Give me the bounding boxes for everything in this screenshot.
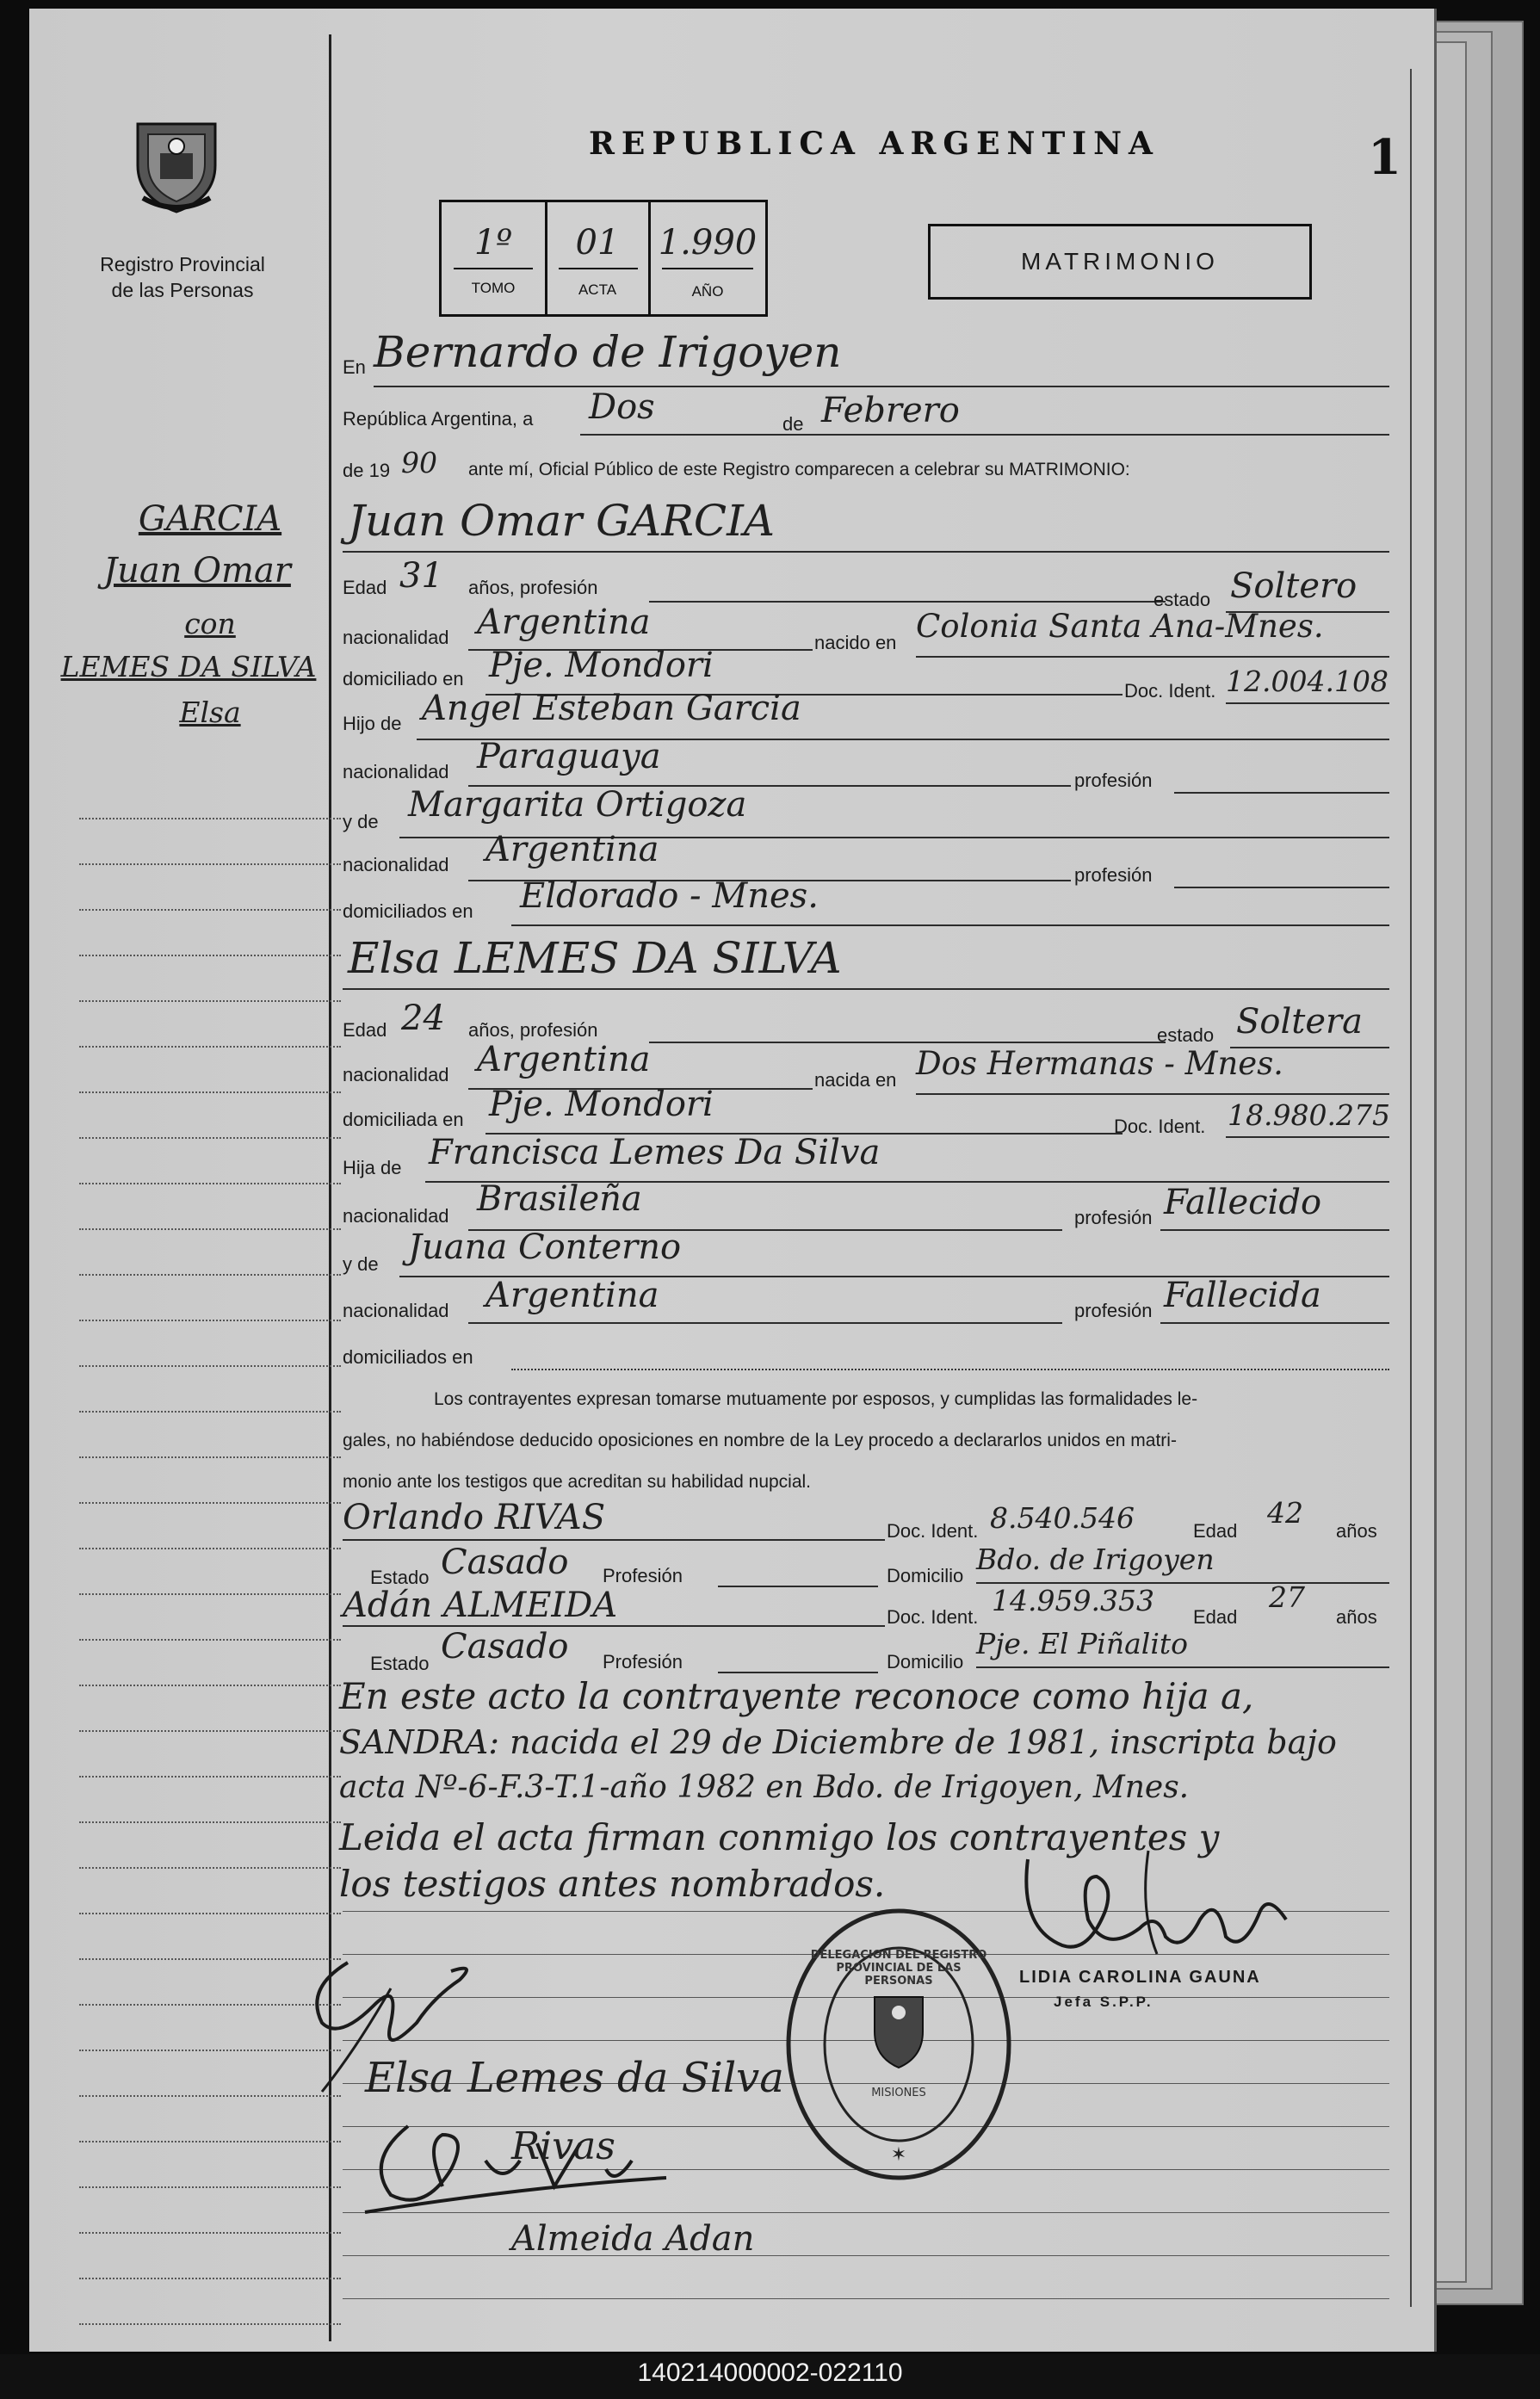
margin-ruled-line	[79, 2186, 341, 2188]
acta-label: ACTA	[578, 281, 617, 298]
note-line: acta Nº-6-F.3-T.1-año 1982 en Bdo. de Irigoyen, Mnes.	[339, 1770, 1190, 1805]
margin-ruled-line	[79, 1411, 341, 1413]
margin-ruled-line	[79, 2141, 341, 2142]
witness2-address: Pje. El Piñalito	[976, 1627, 1189, 1660]
margin-ruled-line	[79, 1000, 341, 1002]
witness2-doc: 14.959.353	[992, 1584, 1154, 1617]
label-y-de: y de	[343, 1253, 379, 1275]
margin-ruled-line	[79, 1046, 341, 1048]
record-type: MATRIMONIO	[1021, 248, 1219, 275]
witness1-civil-status: Casado	[441, 1543, 569, 1582]
witness1-signature: Rivas	[511, 2124, 615, 2168]
bride-father: Francisca Lemes Da Silva	[429, 1133, 881, 1172]
witness1-address: Bdo. de Irigoyen	[976, 1543, 1215, 1576]
tomo-label: TOMO	[471, 280, 516, 296]
label-domiciliado: domiciliado en	[343, 668, 464, 689]
label-nacionalidad: nacionalidad	[343, 761, 449, 782]
margin-ruled-line	[79, 909, 341, 911]
label-doc: Doc. Ident.	[1124, 680, 1216, 702]
bride-mother: Juana Conterno	[408, 1227, 682, 1267]
place-value: Bernardo de Irigoyen	[374, 327, 842, 377]
label-profesion: años, profesión	[468, 577, 598, 598]
groom-father-nationality: Paraguaya	[477, 737, 661, 776]
label-edad: Edad	[1193, 1606, 1238, 1628]
registry-name-line2: de las Personas	[111, 279, 254, 301]
groom-mother-nationality: Argentina	[486, 830, 659, 869]
paragraph-line: monio ante los testigos que acreditan su habilidad nupcial.	[343, 1472, 812, 1492]
bride-age: 24	[401, 999, 445, 1038]
witness2-age: 27	[1269, 1580, 1305, 1614]
margin-ruled-line	[79, 1730, 341, 1732]
tomo-value: 1º	[473, 223, 513, 263]
label-nacido-en: nacido en	[814, 632, 897, 653]
anio-label: AÑO	[691, 283, 724, 300]
label-domicilio: Domicilio	[887, 1565, 964, 1586]
provincial-crest-icon	[126, 112, 227, 215]
witness2-civil-status: Casado	[441, 1627, 569, 1666]
ruled-line	[343, 2298, 1389, 2299]
stamp-seal-label: MISIONES	[871, 2087, 926, 2099]
margin-ruled-line	[79, 1867, 341, 1869]
label-profesion: profesión	[1074, 1300, 1153, 1321]
label-estado: estado	[1153, 589, 1211, 610]
label-nacionalidad: nacionalidad	[343, 1064, 449, 1085]
acta-value: 01	[575, 223, 620, 263]
label-doc: Doc. Ident.	[1114, 1116, 1206, 1137]
bride-doc: 18.980.275	[1228, 1098, 1390, 1132]
year-value: 90	[401, 446, 437, 479]
margin-ruled-line	[79, 1274, 341, 1276]
margin-ruled-line	[79, 1502, 341, 1504]
country-title: REPUBLICA ARGENTINA	[589, 126, 1160, 162]
bride-father-profession: Fallecido	[1164, 1183, 1322, 1222]
anio-value: 1.990	[658, 223, 758, 263]
margin-ruled-line	[79, 1639, 341, 1641]
label-profesion: profesión	[1074, 770, 1153, 791]
margin-ruled-line	[79, 1137, 341, 1139]
certificate-page	[29, 9, 1437, 2352]
paragraph-line: Los contrayentes expresan tomarse mutuamente por esposos, y cumplidas las formalidades le-	[434, 1389, 1198, 1409]
paragraph-line: gales, no habiéndose deducido oposiciones en nombre de la Ley procedo a declararlos unidos en matri-	[343, 1431, 1177, 1450]
record-type-box	[928, 224, 1312, 300]
margin-ruled-line	[79, 1593, 341, 1595]
label-doc: Doc. Ident.	[887, 1520, 979, 1542]
margin-note: Elsa	[179, 696, 241, 729]
label-en: En	[343, 356, 366, 378]
margin-ruled-line	[79, 2232, 341, 2234]
margin-ruled-line	[79, 2278, 341, 2279]
label-domicilio: Domicilio	[887, 1651, 964, 1672]
page-number: 1	[1368, 129, 1401, 186]
intro-text: ante mí, Oficial Público de este Registro comparecen a celebrar su MATRIMONIO:	[468, 460, 1130, 479]
label-nacida-en: nacida en	[814, 1069, 897, 1091]
right-border	[1410, 69, 1412, 2307]
document-id: 140214000002-022110	[637, 2359, 903, 2387]
groom-nationality: Argentina	[477, 603, 651, 642]
label-doc: Doc. Ident.	[887, 1606, 979, 1628]
bride-signature: Elsa Lemes da Silva	[365, 2054, 784, 2102]
registry-name-line1: Registro Provincial	[100, 253, 265, 275]
margin-ruled-line	[79, 1548, 341, 1549]
label-year: de 19	[343, 460, 391, 481]
groom-age: 31	[399, 556, 443, 596]
label-domiciliados: domiciliados en	[343, 900, 473, 922]
margin-ruled-line	[79, 863, 341, 865]
label-nacionalidad: nacionalidad	[343, 1205, 449, 1227]
label-republica: República Argentina, a	[343, 408, 534, 430]
label-anos: años	[1336, 1606, 1377, 1628]
bride-father-nationality: Brasileña	[477, 1179, 642, 1219]
witness1-age: 42	[1267, 1496, 1303, 1530]
official-signature	[1011, 1825, 1303, 1980]
note-line: Leida el acta firman conmigo los contrayentes y	[339, 1816, 1220, 1858]
margin-note: Juan Omar	[103, 551, 291, 590]
official-name: LIDIA CAROLINA GAUNA	[1019, 1968, 1261, 1987]
label-hija-de: Hija de	[343, 1157, 402, 1178]
bride-birthplace: Dos Hermanas - Mnes.	[916, 1045, 1283, 1082]
label-nacionalidad: nacionalidad	[343, 854, 449, 875]
record-number-box	[439, 200, 768, 317]
witness2-name: Adán ALMEIDA	[343, 1586, 618, 1625]
margin-ruled-line	[79, 1320, 341, 1321]
label-domiciliada: domiciliada en	[343, 1109, 464, 1130]
margin-ruled-line	[79, 2323, 341, 2325]
margin-ruled-line	[79, 1456, 341, 1458]
margin-ruled-line	[79, 1821, 341, 1823]
label-domiciliados: domiciliados en	[343, 1346, 473, 1368]
label-y-de: y de	[343, 811, 379, 832]
label-profesion: Profesión	[603, 1565, 683, 1586]
label-edad: Edad	[343, 1019, 387, 1041]
bride-mother-profession: Fallecida	[1164, 1276, 1321, 1315]
label-anos: años	[1336, 1520, 1377, 1542]
margin-ruled-line	[79, 1365, 341, 1367]
groom-doc: 12.004.108	[1226, 665, 1388, 698]
label-de: de	[782, 413, 804, 435]
bride-civil-status: Soltera	[1236, 1002, 1363, 1042]
stamp-text: DELEGACION DEL REGISTRO PROVINCIAL DE LAS PERSONAS	[810, 1949, 987, 1988]
note-line: los testigos antes nombrados.	[339, 1863, 886, 1905]
label-edad: Edad	[1193, 1520, 1238, 1542]
groom-birthplace: Colonia Santa Ana-Mnes.	[916, 608, 1324, 645]
margin-note: GARCIA	[138, 499, 282, 539]
margin-note: LEMES DA SILVA	[60, 650, 317, 683]
groom-mother: Margarita Ortigoza	[408, 785, 747, 825]
bride-name: Elsa LEMES DA SILVA	[348, 933, 842, 983]
margin-note: con	[184, 607, 236, 640]
margin-ruled-line	[79, 1183, 341, 1184]
label-edad: Edad	[343, 577, 387, 598]
witness1-doc: 8.540.546	[990, 1501, 1135, 1535]
note-line: En este acto la contrayente reconoce como hija a,	[339, 1675, 1254, 1717]
bride-nationality: Argentina	[477, 1040, 651, 1079]
margin-ruled-line	[79, 1228, 341, 1230]
label-estado: Estado	[370, 1653, 430, 1674]
month-value: Febrero	[821, 391, 960, 430]
groom-civil-status: Soltero	[1230, 566, 1358, 606]
label-profesion: Profesión	[603, 1651, 683, 1672]
label-profesion: profesión	[1074, 864, 1153, 886]
bride-mother-nationality: Argentina	[486, 1276, 659, 1315]
day-value: Dos	[589, 387, 655, 427]
label-estado: estado	[1157, 1024, 1215, 1046]
margin-ruled-line	[79, 1685, 341, 1686]
margin-ruled-line	[79, 1776, 341, 1778]
margin-ruled-line	[79, 1913, 341, 1914]
note-line: SANDRA: nacida el 29 de Diciembre de 1981, inscripta bajo	[339, 1723, 1337, 1761]
svg-text:✶: ✶	[890, 2143, 907, 2165]
witness2-signature: Almeida Adan	[511, 2219, 755, 2259]
label-profesion: años, profesión	[468, 1019, 598, 1041]
margin-ruled-line	[79, 955, 341, 956]
groom-name: Juan Omar GARCIA	[348, 496, 775, 546]
official-title: Jefa S.P.P.	[1054, 1994, 1153, 2010]
label-nacionalidad: nacionalidad	[343, 1300, 449, 1321]
label-profesion: profesión	[1074, 1207, 1153, 1228]
margin-ruled-line	[79, 818, 341, 819]
registry-stamp-icon	[778, 1902, 1019, 2186]
witness1-name: Orlando RIVAS	[343, 1498, 606, 1537]
margin-ruled-line	[79, 1091, 341, 1093]
bride-address: Pje. Mondori	[489, 1085, 714, 1124]
groom-father: Angel Esteban Garcia	[422, 689, 801, 728]
label-nacionalidad: nacionalidad	[343, 627, 449, 648]
ruled-line	[343, 2255, 1389, 2256]
label-hijo-de: Hijo de	[343, 713, 402, 734]
label-estado: Estado	[370, 1567, 430, 1588]
groom-address: Pje. Mondori	[489, 646, 714, 685]
groom-parents-address: Eldorado - Mnes.	[520, 876, 819, 916]
